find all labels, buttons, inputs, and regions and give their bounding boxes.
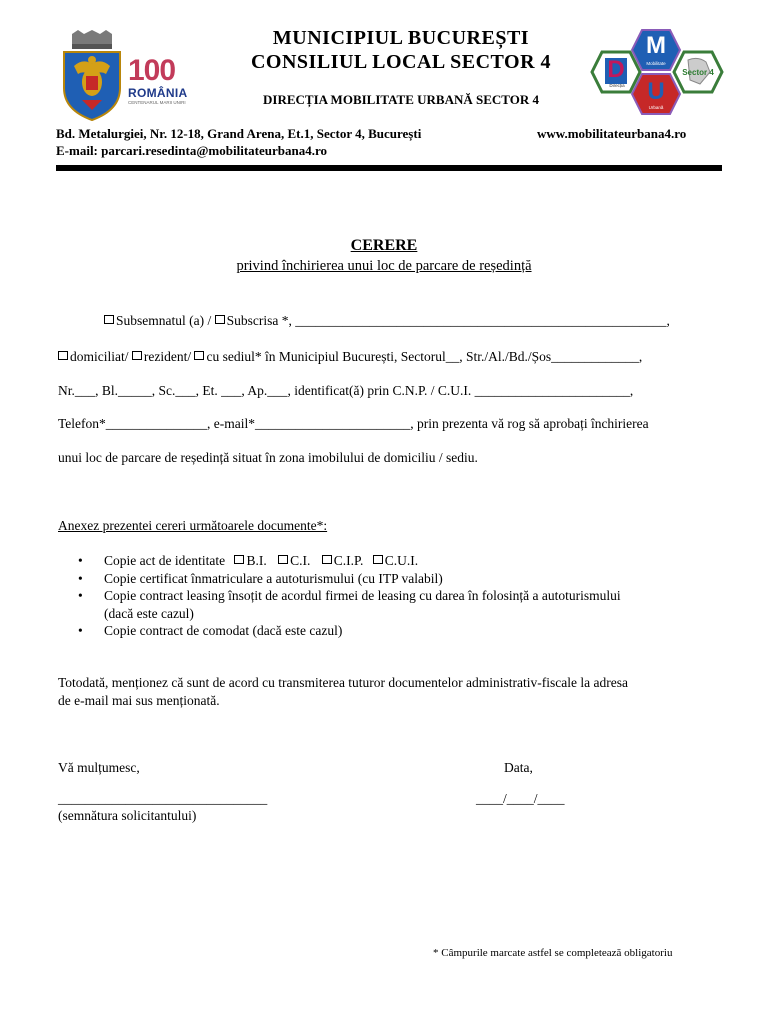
address-text: Bd. Metalurgiei, Nr. 12-18, Grand Arena, Et.1, Sector 4, București [56,126,422,141]
dmu-letter-m: M [646,32,666,59]
centenary-number: 100 [128,54,176,87]
annex-heading: Anexez prezentei cereri următoarele documente*: [58,518,328,533]
romania-centenary-logo [128,56,208,116]
checkbox-subscrisa[interactable] [215,315,225,324]
header-divider [56,165,722,171]
date-label: Data, [504,760,533,775]
date-field[interactable]: ____/____/____ [476,791,565,806]
dmu-logo [588,28,728,120]
bullet-icon: • [78,553,83,568]
coat-of-arms-logo [58,30,126,122]
dmu-letter-u: U [647,78,665,105]
dmu-word-directia: Direcția [609,83,625,88]
checkbox-subsemnatul[interactable] [104,315,114,324]
signature-caption: (semnătura solicitantului) [58,808,197,823]
documents-list [58,552,728,640]
list-item: • Copie contract leasing însoțit de acordul firmei de leasing cu darea în folosință a autoturismului (dacă este cazul) [78,588,621,621]
list-item: • Copie contract de comodat (dacă este cazul) [78,623,343,638]
thanks-text: Vă mulțumesc, [58,760,140,775]
checkbox-cui[interactable] [373,555,383,564]
consent-paragraph: Totodată, menționez că sunt de acord cu transmiterea tuturor documentelor administrativ-fiscale la adresa de e-mail mai sus menționată. [58,675,628,708]
dmu-sector-label: Sector 4 [682,68,714,77]
form-line-contact: Telefon*_______________, e-mail*_______________________, prin prezenta vă rog să aprobați închirierea [58,416,649,431]
direction-title: DIRECȚIA MOBILITATE URBANĂ SECTOR 4 [263,92,539,107]
checkbox-cip[interactable] [322,555,332,564]
dmu-letter-d: D [607,56,625,83]
checkbox-domiciliat[interactable] [58,351,68,360]
website-link[interactable]: www.mobilitateurbana4.ro [537,126,687,141]
dmu-word-urbana: Urbană [648,105,664,110]
list-item: • Copie act de identitate B.I. C.I. C.I.P. C.U.I. [78,553,419,568]
list-item: • Copie certificat înmatriculare a autoturismului (cu ITP valabil) [78,570,443,586]
form-line-name: Subsemnatul (a) / Subscrisa *, _______________________________________________________, [104,313,670,329]
form-line-building: Nr.___, Bl._____, Sc.___, Et. ___, Ap.___, identificat(ă) prin C.N.P. / C.U.I. _______________________, [58,383,634,398]
form-line-address: domiciliat/ rezident/ cu sediul* în Municipiul București, Sectorul__, Str./Al./Bd./Șos_____________, [58,349,642,365]
bullet-icon: • [78,588,83,603]
signature-field[interactable]: _______________________________ [58,791,268,806]
checkbox-cu-sediul[interactable] [194,351,204,360]
email-text[interactable]: E-mail: parcari.resedinta@mobilitateurbana4.ro [56,143,327,158]
bullet-icon: • [78,623,83,638]
checkbox-rezident[interactable] [132,351,142,360]
form-line-request: unui loc de parcare de reședință situat în zona imobilului de domiciliu / sediu. [58,450,478,465]
romania-wordmark: ROMÂNIA [128,86,188,100]
dmu-word-mobilitate: Mobilitate [646,61,666,66]
centenary-tagline: CENTENARUL MARII UNIRI [128,100,186,105]
bullet-icon: • [78,570,83,586]
checkbox-bi[interactable] [234,555,244,564]
document-title: CERERE [350,237,418,254]
mandatory-footnote: * Câmpurile marcate astfel se completează obligatoriu [433,947,673,959]
checkbox-ci[interactable] [278,555,288,564]
council-title: CONSILIUL LOCAL SECTOR 4 [250,51,552,73]
document-subtitle: privind închirierea unui loc de parcare de reședință [236,258,532,274]
municipality-title: MUNICIPIUL BUCUREȘTI [272,27,530,49]
